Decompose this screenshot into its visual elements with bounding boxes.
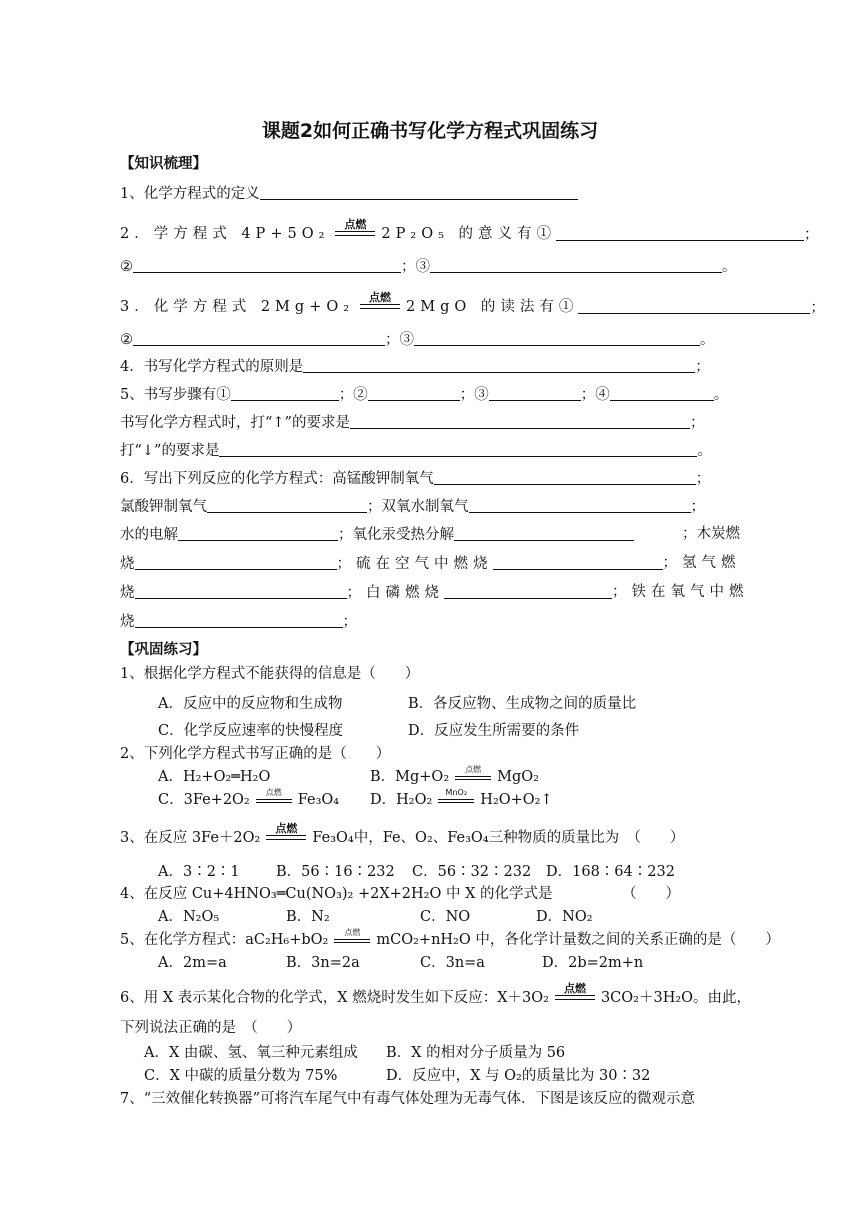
question-6: 6、用 X 表示某化合物的化学式，X 燃烧时发生如下反应：X＋3O₂ 点燃 3CO₂＋3H₂O。由此， (120, 982, 752, 1006)
answer-blank[interactable] (414, 329, 700, 346)
q2-option-b[interactable]: B．Mg+O₂ 点燃 MgO₂ (370, 765, 539, 785)
answer-blank[interactable] (434, 468, 696, 485)
q1-option-d[interactable]: D．反应发生所需要的条件 (408, 723, 580, 739)
q6-option-a[interactable]: A．X 由碳、氢、氧三种元素组成 (144, 1045, 358, 1061)
q5-option-d[interactable]: D．2b=2m+n (542, 955, 644, 971)
answer-blank[interactable] (135, 611, 343, 628)
knowledge-item-5b: 书写化学方程式时，打“↑”的要求是 ； (120, 412, 740, 433)
knowledge-item-6: 6．写出下列反应的化学方程式：高锰酸钾制氧气 ； (120, 468, 740, 489)
reaction-arrow: 点燃 (333, 224, 377, 244)
q1-option-a[interactable]: A．反应中的反应物和生成物 (158, 696, 343, 712)
section-practice-heading: 【巩固练习】 (120, 642, 207, 658)
answer-blank[interactable] (489, 384, 581, 401)
knowledge-item-6d: 烧 ；硫在空气中燃烧 ；氢气燃 (120, 555, 741, 572)
answer-blank[interactable] (178, 524, 338, 541)
answer-blank[interactable] (350, 412, 690, 429)
reaction-arrow: 点燃 (453, 767, 493, 787)
reaction-arrow: 点燃 (264, 828, 308, 848)
reaction-arrow: 点燃 (553, 988, 597, 1008)
answer-blank[interactable] (231, 384, 339, 401)
q5-option-c[interactable]: C．3n=a (420, 955, 485, 971)
answer-blank[interactable] (454, 524, 634, 541)
knowledge-item-6f: 烧 ； (120, 611, 740, 632)
q5-option-a[interactable]: A．2m=a (158, 955, 227, 971)
q5-option-b[interactable]: B．3n=2a (286, 955, 360, 971)
answer-blank[interactable] (578, 297, 810, 314)
reaction-arrow: 点燃 (332, 930, 372, 950)
answer-blank[interactable] (610, 384, 714, 401)
answer-blank[interactable] (493, 553, 663, 570)
answer-blank[interactable] (133, 256, 401, 273)
reaction-arrow: 点燃 (358, 297, 402, 317)
knowledge-item-3: 3．化学方程式 2Mg+O₂ 点燃 2MgO 的读法有① ； (120, 291, 825, 316)
q3-option-c[interactable]: C．56∶32∶232 (412, 864, 532, 880)
answer-blank[interactable] (219, 440, 697, 457)
knowledge-item-5c: 打“↓”的要求是 。 (120, 440, 740, 461)
answer-blank[interactable] (135, 553, 337, 570)
page-title: 课题2如何正确书写化学方程式巩固练习 (261, 120, 599, 142)
answer-blank[interactable] (430, 256, 722, 273)
knowledge-item-2: 2．学方程式 4P+5O₂ 点燃 2P₂O₅ 的意义有① ； (120, 218, 819, 243)
q6-option-b[interactable]: B．X 的相对分子质量为 56 (386, 1045, 566, 1061)
knowledge-item-5: 5、书写步骤有① ；② ；③ ；④ 。 (120, 384, 740, 405)
answer-blank[interactable] (133, 329, 385, 346)
knowledge-item-3-cont: ② ；③ 。 (120, 329, 740, 350)
q1-option-c[interactable]: C．化学反应速率的快慢程度 (158, 723, 344, 739)
knowledge-item-6c: 水的电解 ；氧化汞受热分解 ；木炭燃 (120, 526, 740, 543)
answer-blank[interactable] (303, 356, 695, 373)
answer-blank[interactable] (556, 224, 804, 241)
knowledge-item-1: 1、化学方程式的定义 (120, 183, 740, 204)
q2-option-c[interactable]: C．3Fe+2O₂ 点燃 Fe₃O₄ (158, 788, 340, 808)
answer-blank[interactable] (469, 496, 691, 513)
q2-option-a[interactable]: A．H₂+O₂═H₂O (158, 769, 271, 785)
knowledge-item-6e: 烧 ；白磷燃烧 ；铁在氧气中燃 (120, 584, 749, 601)
answer-blank[interactable] (368, 384, 460, 401)
question-7: 7、“三效催化转换器”可将汽车尾气中有毒气体处理为无毒气体．下图是该反应的微观示意 (120, 1091, 696, 1107)
answer-blank[interactable] (207, 496, 367, 513)
reaction-arrow: MnO₂ (436, 790, 476, 810)
answer-blank[interactable] (135, 582, 347, 599)
question-1: 1、根据化学方程式不能获得的信息是（ ） (120, 666, 420, 682)
q1-option-b[interactable]: B．各反应物、生成物之间的质量比 (408, 696, 637, 712)
q2-option-d[interactable]: D．H₂O₂ MnO₂ H₂O+O₂↑ (370, 788, 553, 808)
question-2: 2、下列化学方程式书写正确的是（ ） (120, 746, 391, 762)
knowledge-item-6b: 氯酸钾制氧气 ；双氧水制氧气 ； (120, 496, 740, 517)
q4-option-c[interactable]: C．NO (420, 909, 471, 925)
answer-blank[interactable] (260, 183, 578, 200)
q4-option-a[interactable]: A．N₂O₅ (158, 909, 220, 925)
knowledge-item-4: 4．书写化学方程式的原则是 ； (120, 356, 740, 377)
section-knowledge-heading: 【知识梳理】 (120, 156, 207, 172)
answer-blank[interactable] (444, 582, 612, 599)
question-3: 3、在反应 3Fe＋2O₂ 点燃 Fe₃O₄中，Fe、O₂、Fe₃O₄三种物质的质量比为 （ ） (120, 822, 685, 846)
knowledge-item-2-cont: ② ；③ 。 (120, 256, 740, 277)
question-4: 4、在反应 Cu+4HNO₃═Cu(NO₃)₂ +2X+2H₂O 中 X 的化学式是 （ ） (120, 886, 680, 902)
question-5: 5、在化学方程式：aC₂H₆+bO₂ 点燃 mCO₂+nH₂O 中，各化学计量数之间的关系正确的是（ ） (120, 928, 780, 948)
q3-option-b[interactable]: B．56∶16∶232 (276, 864, 395, 880)
question-6-cont: 下列说法正确的是 （ ） (120, 1020, 302, 1036)
reaction-arrow: 点燃 (254, 790, 294, 810)
q6-option-d[interactable]: D．反应中，X 与 O₂的质量比为 30∶32 (386, 1068, 651, 1084)
q3-option-a[interactable]: A．3∶2∶1 (158, 864, 240, 880)
q4-option-b[interactable]: B．N₂ (286, 909, 330, 925)
q6-option-c[interactable]: C．X 中碳的质量分数为 75% (144, 1068, 338, 1084)
q3-option-d[interactable]: D．168∶64∶232 (546, 864, 675, 880)
q4-option-d[interactable]: D．NO₂ (536, 909, 593, 925)
